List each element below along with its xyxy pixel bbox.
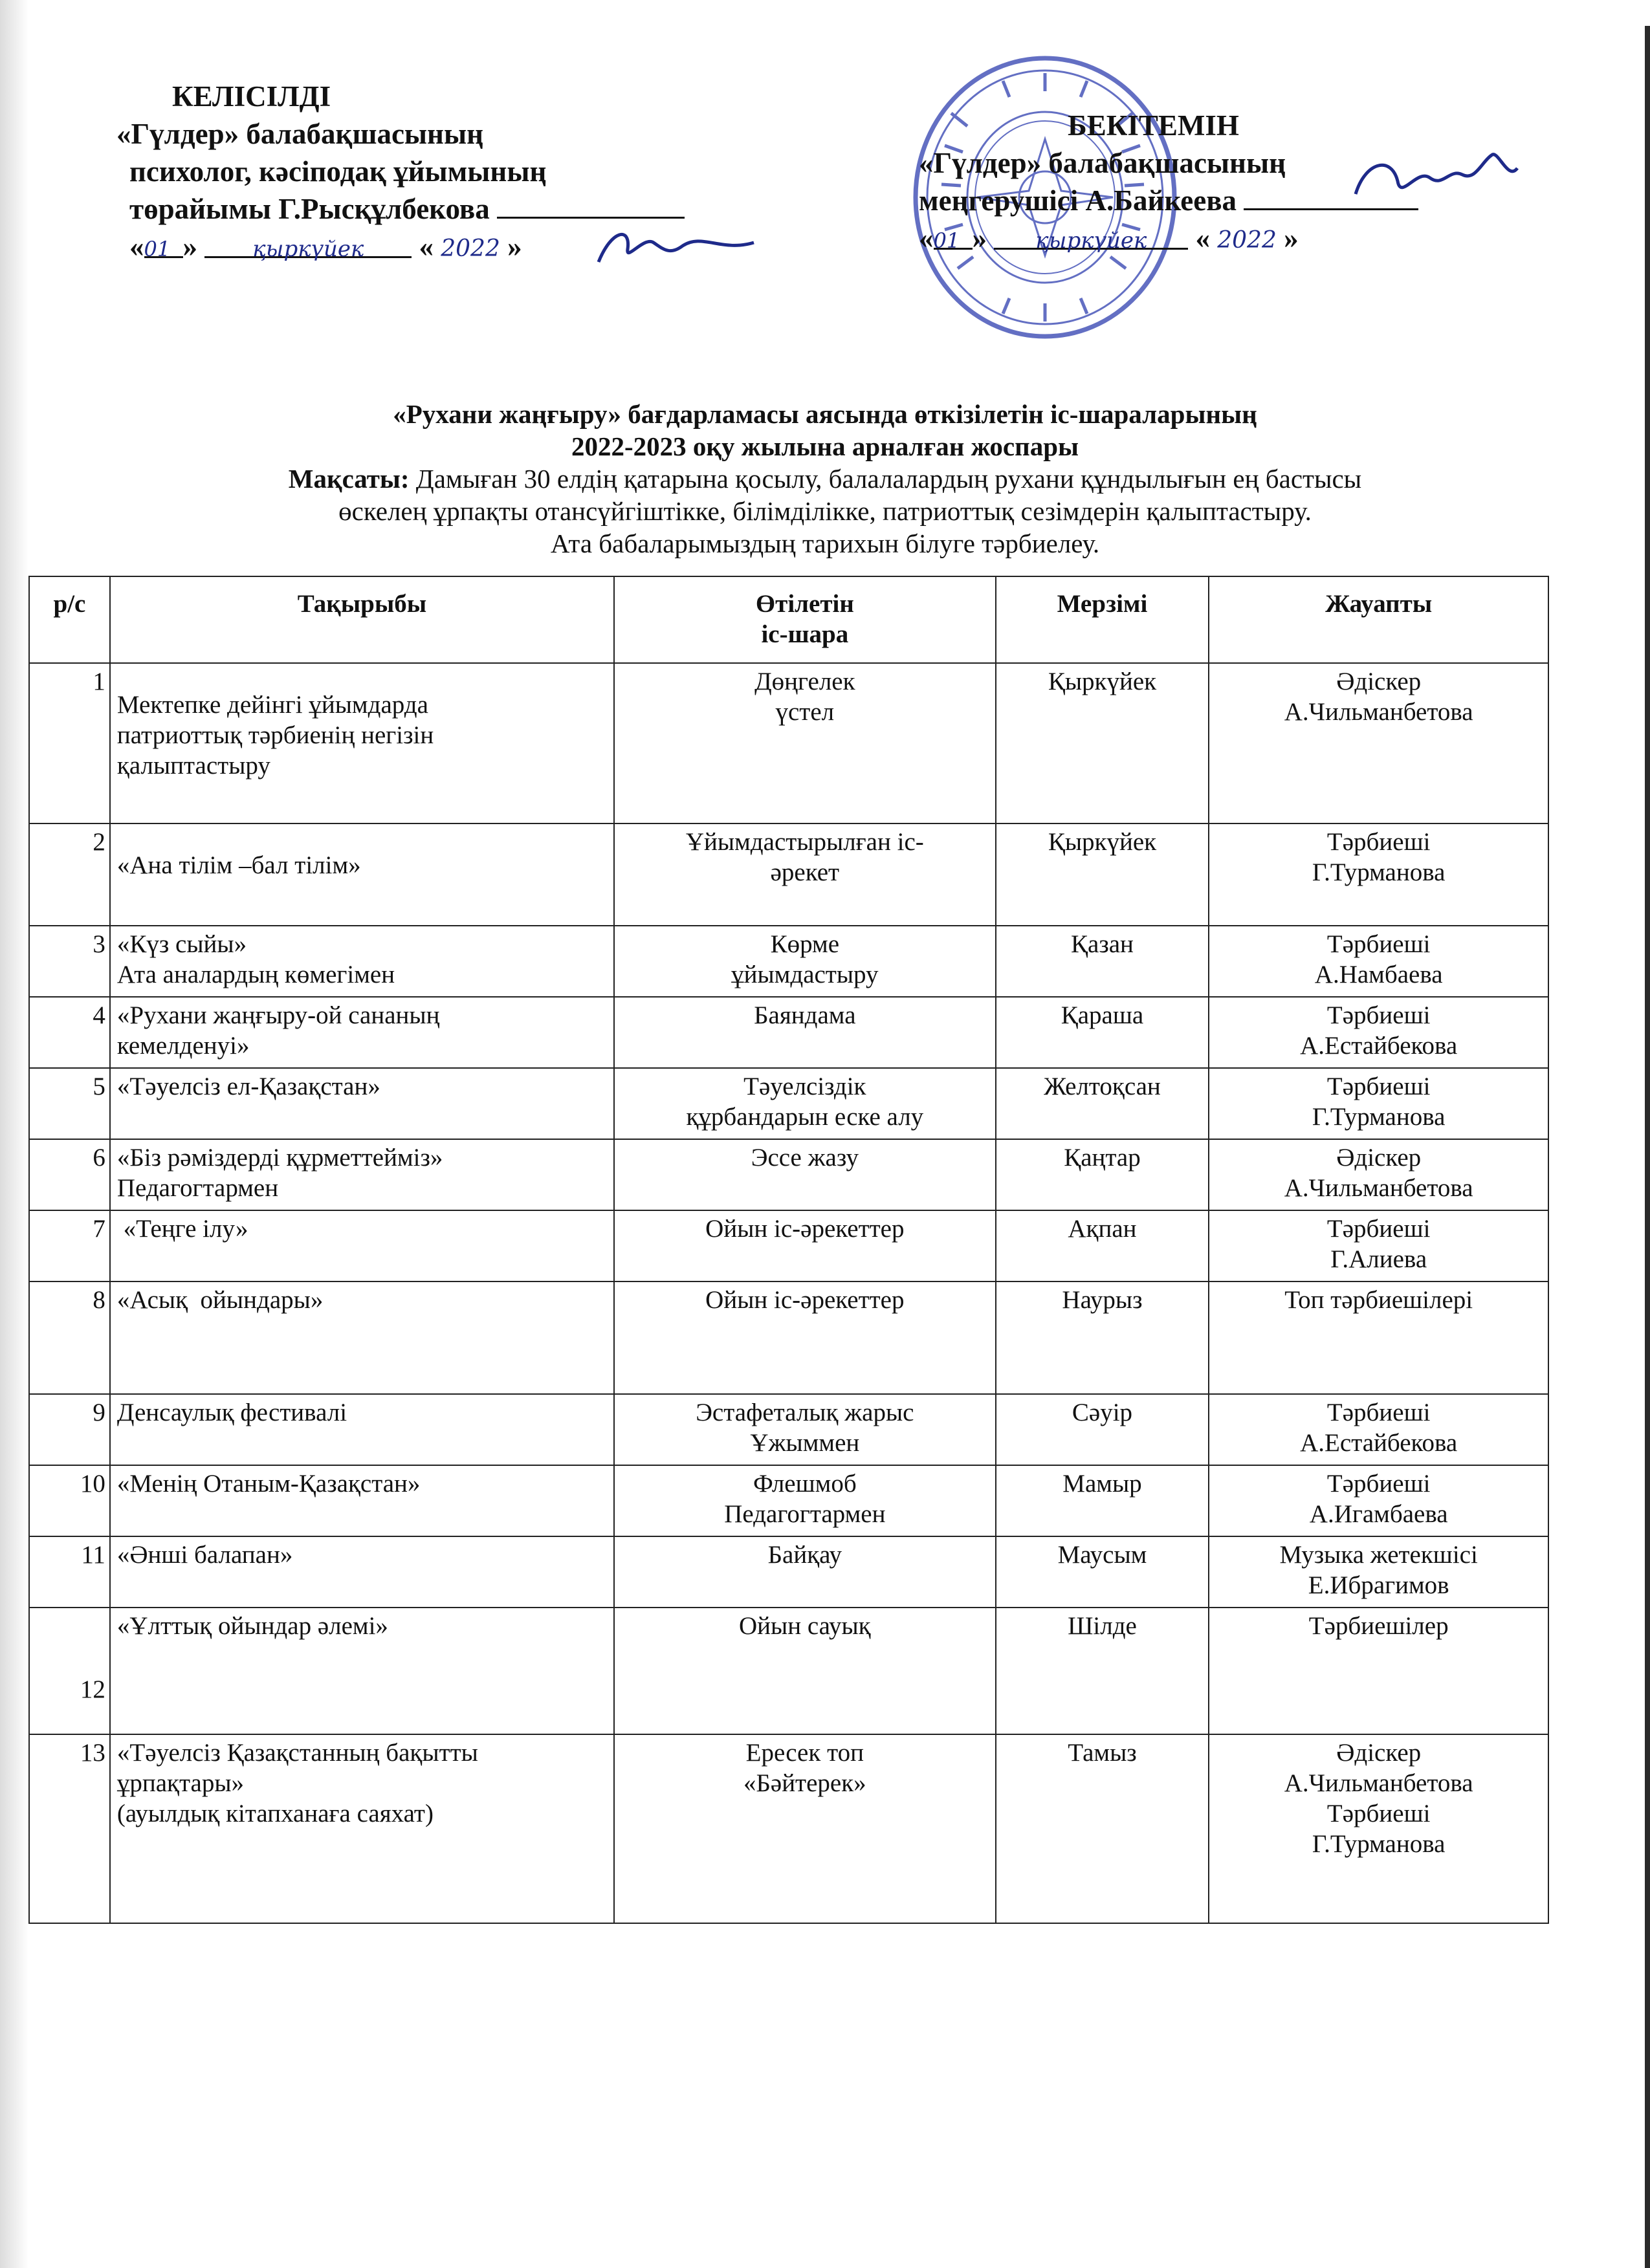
cell-topic: «Әнші балапан» xyxy=(110,1536,614,1608)
cell-num: 3 xyxy=(29,926,110,997)
cell-responsible xyxy=(1209,1139,1548,1210)
cell-date: Қараша xyxy=(996,997,1209,1068)
event-line: Флешмоб xyxy=(753,1470,857,1498)
table-row xyxy=(29,926,1548,997)
resp-line: А.Естайбекова xyxy=(1300,1032,1458,1060)
approved-line-2 xyxy=(919,182,1592,219)
resp-line: Г.Алиева xyxy=(1330,1245,1427,1273)
document-title-line-2: 2022-2023 оқу жылына арналған жоспары xyxy=(571,431,1079,461)
header-event xyxy=(614,576,996,663)
cell-event xyxy=(614,1465,996,1536)
cell-responsible xyxy=(1209,926,1548,997)
event-line: «Бәйтерек» xyxy=(743,1769,866,1797)
event-line: Ұйымдастырылған іс- xyxy=(685,828,924,856)
year-quote-open: « xyxy=(419,230,434,263)
cell-responsible xyxy=(1209,1394,1548,1465)
document-aim-line-1 xyxy=(97,463,1553,495)
cell-responsible: Тәрбиешілер xyxy=(1209,1608,1548,1734)
cell-date: Ақпан xyxy=(996,1210,1209,1281)
cell-date: Желтоқсан xyxy=(996,1068,1209,1139)
cell-event: Баяндама xyxy=(614,997,996,1068)
cell-topic: «Ұлттық ойындар әлемі» xyxy=(110,1608,614,1734)
resp-line: Тәрбиеші xyxy=(1326,1073,1431,1100)
scan-left-shadow xyxy=(0,0,28,2268)
resp-line: Тәрбиеші xyxy=(1326,1399,1431,1426)
resp-line: А.Намбаева xyxy=(1314,961,1443,988)
table-row xyxy=(29,1608,1548,1734)
approved-line-1: «Гүлдер» балабақшасының xyxy=(919,147,1286,179)
cell-topic xyxy=(110,997,614,1068)
header-topic: Тақырыбы xyxy=(110,576,614,663)
cell-date: Шілде xyxy=(996,1608,1209,1734)
cell-date: Қаңтар xyxy=(996,1139,1209,1210)
cell-topic: «Тәуелсіз ел-Қазақстан» xyxy=(110,1068,614,1139)
topic-line: Мектепке дейінгі ұйымдарда xyxy=(116,691,428,719)
event-line: әрекет xyxy=(770,858,840,886)
cell-responsible: Топ тәрбиешілері xyxy=(1209,1281,1548,1394)
table-row xyxy=(29,1394,1548,1465)
resp-line: А.Игамбаева xyxy=(1309,1500,1448,1528)
resp-line: А.Чильманбетова xyxy=(1284,1174,1473,1202)
resp-line: Әдіскер xyxy=(1336,1144,1422,1172)
table-row xyxy=(29,1734,1548,1923)
agreed-block xyxy=(116,78,841,268)
cell-date: Сәуір xyxy=(996,1394,1209,1465)
cell-topic: «Теңге ілу» xyxy=(110,1210,614,1281)
cell-date: Тамыз xyxy=(996,1734,1209,1923)
resp-line: Г.Турманова xyxy=(1312,1103,1446,1131)
resp-line: Е.Ибрагимов xyxy=(1308,1571,1449,1599)
resp-line: А.Естайбекова xyxy=(1300,1429,1458,1457)
cell-date: Мамыр xyxy=(996,1465,1209,1536)
topic-line: ұрпақтары» xyxy=(116,1769,245,1797)
table-row xyxy=(29,1465,1548,1536)
events-plan-table xyxy=(28,576,1549,1924)
date-day: 01 xyxy=(934,222,973,250)
cell-responsible xyxy=(1209,1210,1548,1281)
resp-line: Әдіскер xyxy=(1336,668,1422,695)
year-quote-close: » xyxy=(1284,222,1299,254)
topic-line: «Ана тілім –бал тілім» xyxy=(116,851,361,879)
cell-event: Ойын іс-әрекеттер xyxy=(614,1281,996,1394)
resp-line: Г.Турманова xyxy=(1312,858,1446,886)
cell-num: 12 xyxy=(29,1608,110,1734)
date-quote-close: » xyxy=(182,230,197,263)
cell-event xyxy=(614,926,996,997)
date-quote-open: « xyxy=(919,222,934,254)
cell-event: Байқау xyxy=(614,1536,996,1608)
resp-line: Тәрбиеші xyxy=(1326,828,1431,856)
agreed-date xyxy=(116,228,841,268)
cell-num: 7 xyxy=(29,1210,110,1281)
topic-line: патриоттық тәрбиенің негізін xyxy=(116,721,434,749)
approved-date xyxy=(919,219,1592,259)
agreed-line-3 xyxy=(116,190,841,228)
event-line: Көрме xyxy=(770,930,840,958)
date-year: 2022 xyxy=(441,235,500,262)
table-header-row xyxy=(29,576,1548,663)
document-title-block xyxy=(97,398,1553,560)
event-line: құрбандарын еске алу xyxy=(686,1103,924,1131)
cell-responsible xyxy=(1209,1465,1548,1536)
cell-responsible xyxy=(1209,823,1548,926)
cell-topic xyxy=(110,926,614,997)
resp-line: А.Чильманбетова xyxy=(1284,698,1473,726)
topic-line: «Біз рәміздерді құрметтейміз» xyxy=(116,1144,443,1172)
event-line: Тәуелсіздік xyxy=(743,1073,866,1100)
cell-topic: «Асық ойындары» xyxy=(110,1281,614,1394)
cell-num: 13 xyxy=(29,1734,110,1923)
cell-event: Ойын іс-әрекеттер xyxy=(614,1210,996,1281)
resp-line: Тәрбиеші xyxy=(1326,1001,1431,1029)
cell-num: 11 xyxy=(29,1536,110,1608)
approved-block xyxy=(919,107,1592,259)
cell-topic xyxy=(110,1139,614,1210)
cell-num: 9 xyxy=(29,1394,110,1465)
resp-line: Әдіскер xyxy=(1336,1739,1422,1767)
resp-line: Тәрбиеші xyxy=(1326,1800,1431,1827)
cell-date: Наурыз xyxy=(996,1281,1209,1394)
agreed-heading: КЕЛІСІЛДІ xyxy=(172,80,331,113)
date-month: қыркүйек xyxy=(994,222,1188,250)
agreed-line-1: «Гүлдер» балабақшасының xyxy=(116,118,484,150)
document-aim-line-3: Ата бабаларымыздың тарихын білуге тәрбиелеу. xyxy=(550,529,1100,558)
cell-date: Маусым xyxy=(996,1536,1209,1608)
event-line: ұйымдастыру xyxy=(731,961,879,988)
event-line: Ересек топ xyxy=(745,1739,864,1767)
cell-topic xyxy=(110,663,614,823)
date-year: 2022 xyxy=(1217,227,1277,254)
cell-event xyxy=(614,1068,996,1139)
resp-line: Г.Турманова xyxy=(1312,1830,1446,1858)
approved-signer: меңгерушісі А.Байкеева xyxy=(919,184,1237,217)
cell-event: Ойын сауық xyxy=(614,1608,996,1734)
cell-responsible xyxy=(1209,1536,1548,1608)
scan-right-edge xyxy=(1645,26,1650,2268)
cell-num: 5 xyxy=(29,1068,110,1139)
resp-line: Тәрбиеші xyxy=(1326,1470,1431,1498)
year-quote-close: » xyxy=(507,230,522,263)
table-row xyxy=(29,997,1548,1068)
approved-heading: БЕКІТЕМІН xyxy=(1068,109,1239,142)
event-line: үстел xyxy=(775,698,835,726)
topic-line: Ата аналардың көмегімен xyxy=(116,961,395,988)
date-month: қыркүйек xyxy=(204,230,412,258)
resp-line: Тәрбиеші xyxy=(1326,930,1431,958)
table-row xyxy=(29,1139,1548,1210)
document-title-line-1: «Рухани жаңғыру» бағдарламасы аясында өткізілетін іс-шараларының xyxy=(393,399,1257,429)
cell-responsible xyxy=(1209,1734,1548,1923)
topic-line: «Тәуелсіз Қазақстанның бақытты xyxy=(116,1739,478,1767)
cell-responsible xyxy=(1209,663,1548,823)
aim-text-1: Дамыған 30 елдің қатарына қосылу, балалалардың рухани құндылығын ең бастысы xyxy=(409,464,1362,494)
table-row xyxy=(29,823,1548,926)
cell-num: 10 xyxy=(29,1465,110,1536)
header-num: р/с xyxy=(29,576,110,663)
cell-topic: Денсаулық фестивалі xyxy=(110,1394,614,1465)
cell-topic xyxy=(110,823,614,926)
cell-event xyxy=(614,1734,996,1923)
header-responsible: Жауапты xyxy=(1209,576,1548,663)
cell-event: Эссе жазу xyxy=(614,1139,996,1210)
cell-event xyxy=(614,823,996,926)
cell-num: 8 xyxy=(29,1281,110,1394)
event-line: Ұжыммен xyxy=(750,1429,860,1457)
table-row xyxy=(29,1281,1548,1394)
topic-line: қалыптастыру xyxy=(116,752,270,780)
table-row xyxy=(29,1210,1548,1281)
document-aim-line-2: өскелең ұрпақты отансүйгіштікке, білімділікке, патриоттық сезімдерін қалыптастыру. xyxy=(338,496,1312,526)
topic-line: «Рухани жаңғыру-ой сананың xyxy=(116,1001,440,1029)
event-line: Педагогтармен xyxy=(724,1500,886,1528)
resp-line: А.Чильманбетова xyxy=(1284,1769,1473,1797)
topic-line: Педагогтармен xyxy=(116,1174,279,1202)
resp-line: Музыка жетекшісі xyxy=(1279,1541,1478,1569)
aim-label: Мақсаты: xyxy=(288,464,410,494)
cell-topic: «Менің Отаным-Қазақстан» xyxy=(110,1465,614,1536)
table-row xyxy=(29,1536,1548,1608)
cell-num: 1 xyxy=(29,663,110,823)
signature-line xyxy=(1244,182,1418,210)
date-quote-open: « xyxy=(129,230,144,263)
date-quote-close: » xyxy=(972,222,987,254)
agreed-signer: төрайымы Г.Рысқұлбекова xyxy=(129,193,490,225)
topic-line: (ауылдық кітапханаға саяхат) xyxy=(116,1800,434,1827)
cell-responsible xyxy=(1209,1068,1548,1139)
topic-line: «Күз сыйы» xyxy=(116,930,247,958)
table-row xyxy=(29,1068,1548,1139)
cell-num: 2 xyxy=(29,823,110,926)
table-row xyxy=(29,663,1548,823)
event-line: Дөңгелек xyxy=(754,668,855,695)
header-date: Мерзімі xyxy=(996,576,1209,663)
cell-num: 6 xyxy=(29,1139,110,1210)
cell-date: Қыркүйек xyxy=(996,663,1209,823)
header-event-line-1: Өтілетін xyxy=(755,590,854,618)
date-day: 01 xyxy=(144,230,183,258)
event-line: Эстафеталық жарыс xyxy=(696,1399,914,1426)
cell-topic xyxy=(110,1734,614,1923)
cell-date: Қазан xyxy=(996,926,1209,997)
resp-line: Тәрбиеші xyxy=(1326,1215,1431,1243)
cell-num: 4 xyxy=(29,997,110,1068)
cell-event xyxy=(614,663,996,823)
cell-date: Қыркүйек xyxy=(996,823,1209,926)
topic-line: кемелденуі» xyxy=(116,1032,250,1060)
year-quote-open: « xyxy=(1195,222,1210,254)
cell-responsible xyxy=(1209,997,1548,1068)
header-event-line-2: іс-шара xyxy=(761,620,849,648)
signature-line xyxy=(497,191,685,219)
cell-event xyxy=(614,1394,996,1465)
agreed-line-2: психолог, кәсіподақ ұйымының xyxy=(129,155,547,188)
